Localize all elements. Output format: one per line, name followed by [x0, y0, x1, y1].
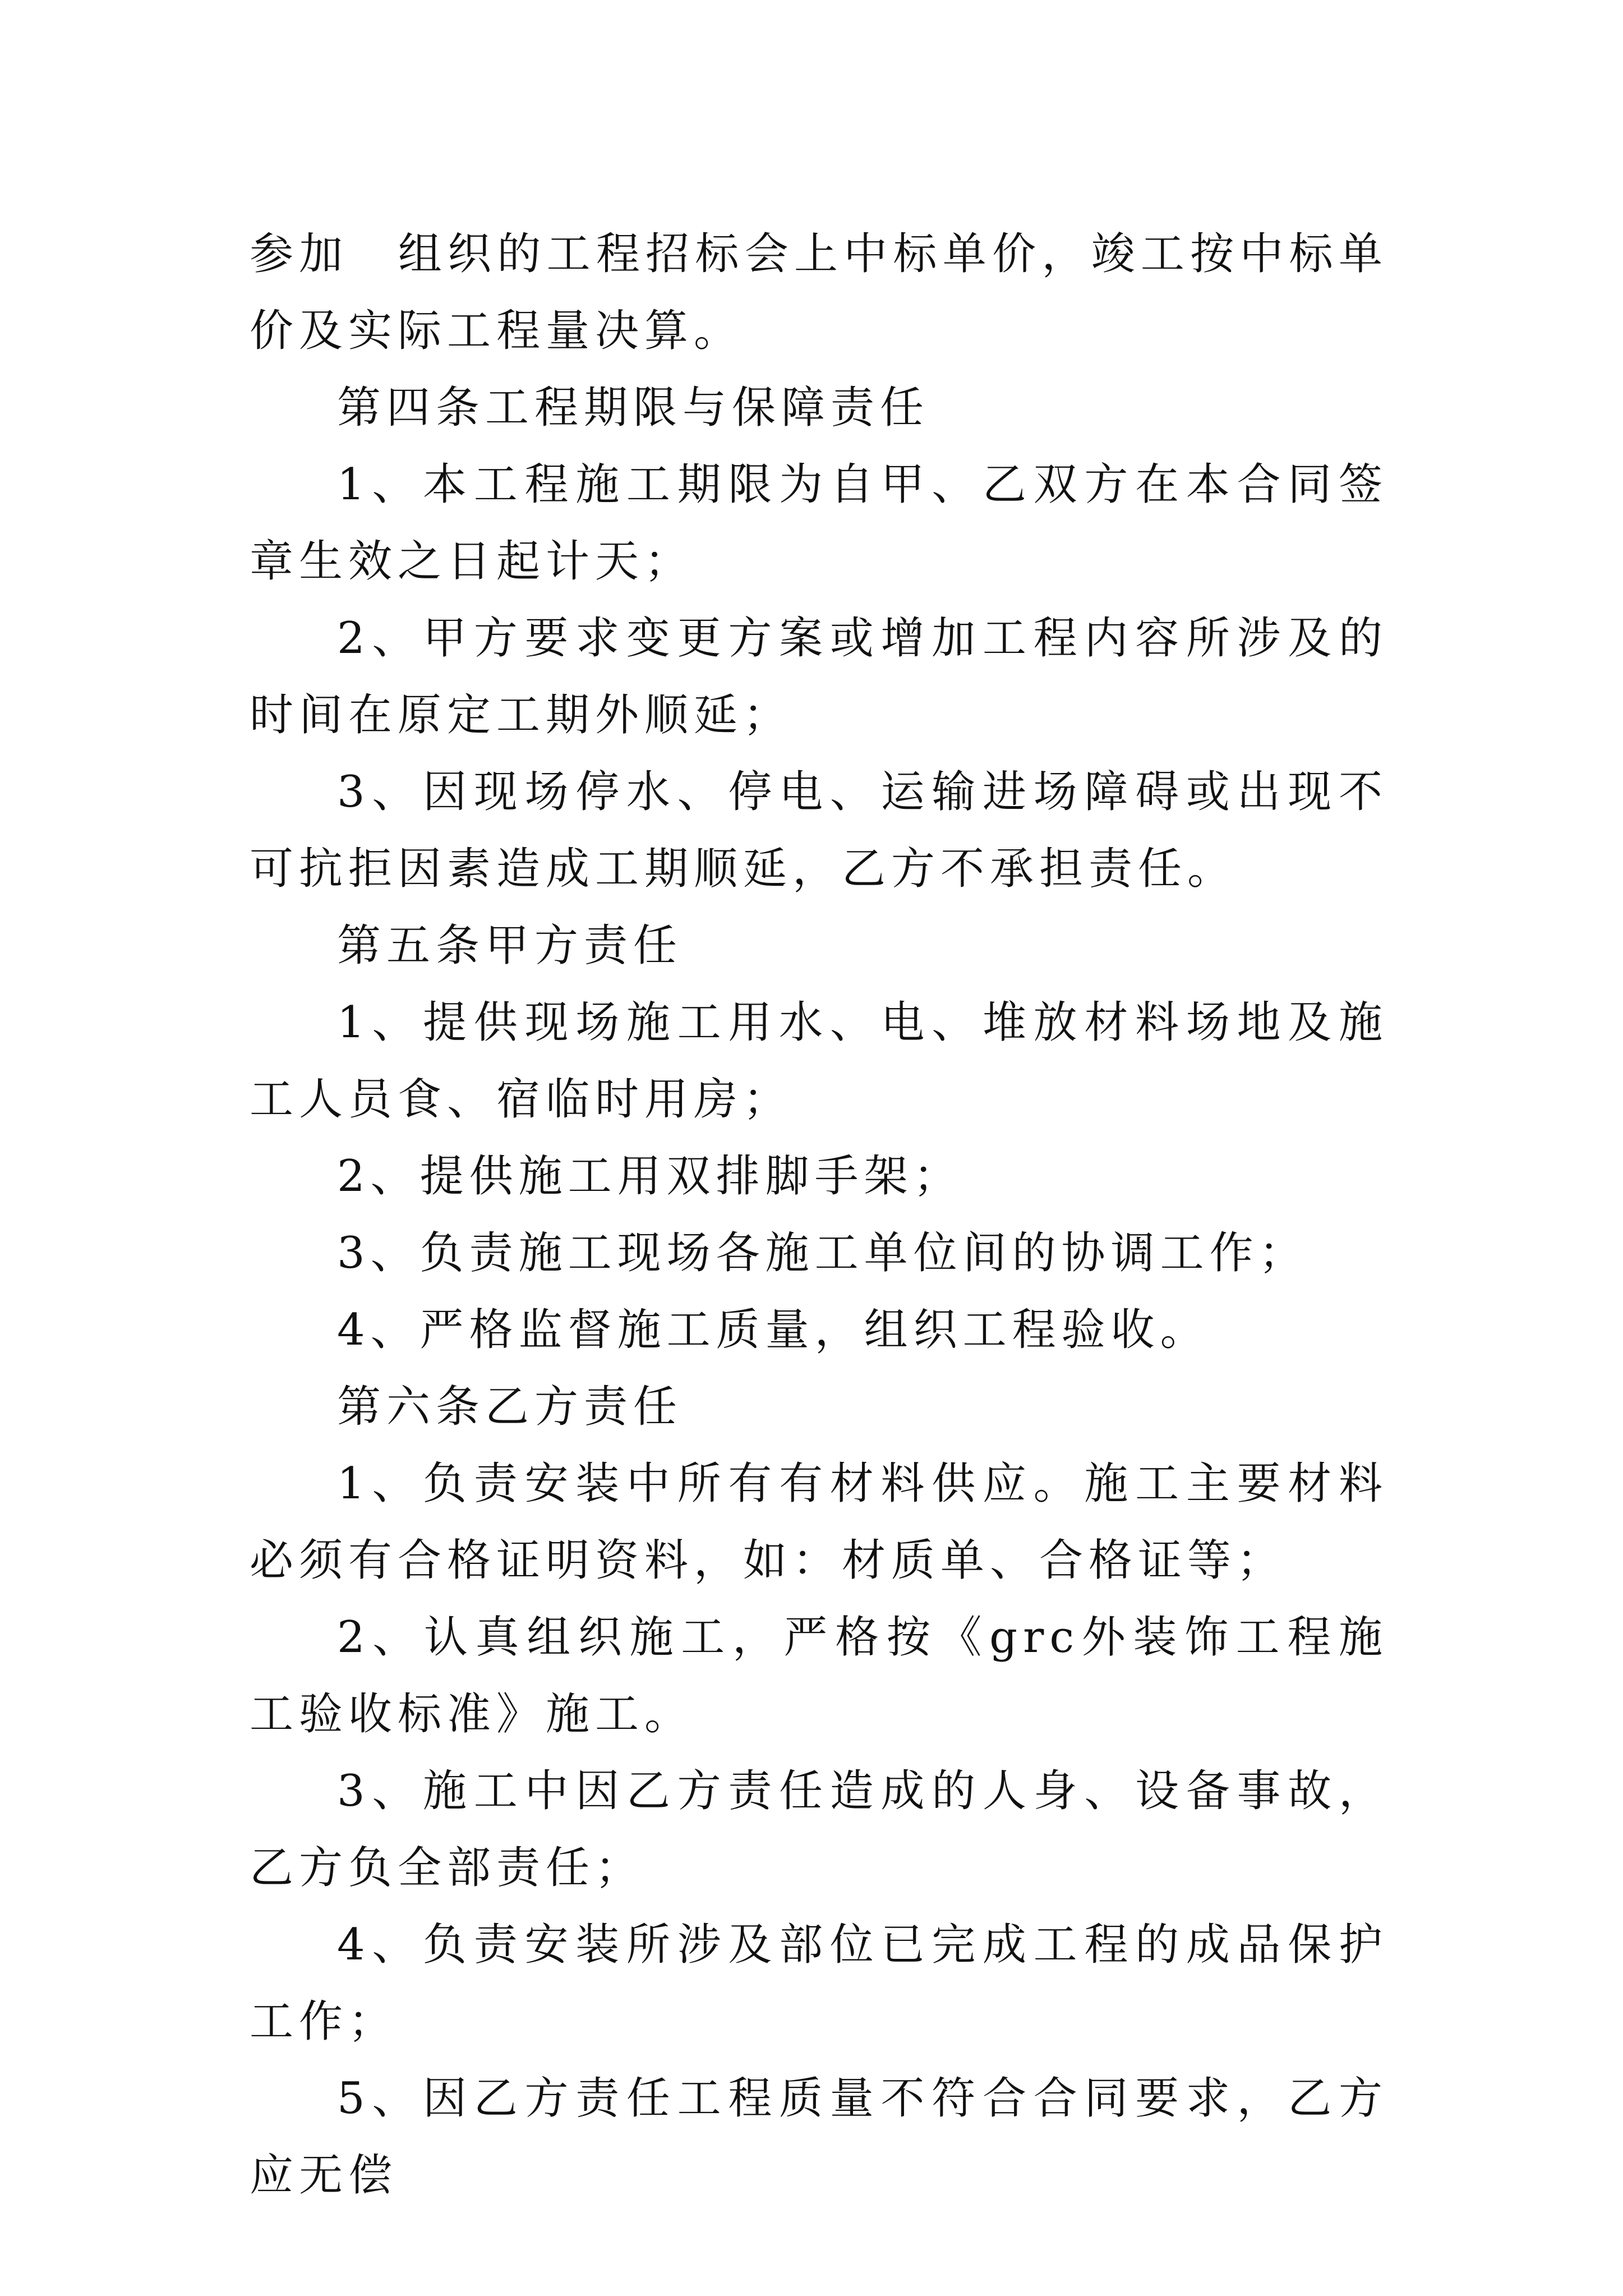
- document-body: [250, 216, 1388, 2214]
- paragraph-article-5-item-2: 2、提供施工用双排脚手架；: [337, 1151, 963, 1202]
- paragraph-article-6-item-1: 1、负责安装中所有有材料供应。施工主要材料必须有合格证明资料，如：材质单、合格证等；: [250, 1458, 1388, 1586]
- paragraph-article-6-item-2: 2、认真组织施工，严格按《grc外装饰工程施工验收标准》施工。: [250, 1612, 1388, 1740]
- paragraph-article-5-item-3: 3、负责施工现场各施工单位间的协调工作；: [337, 1228, 1308, 1278]
- paragraph-article-5-item-4: 4、严格监督施工质量，组织工程验收。: [337, 1305, 1210, 1355]
- heading-article-4: 第四条工程期限与保障责任: [337, 383, 930, 433]
- paragraph-article-6-item-4: 4、负责安装所涉及部位已完成工程的成品保护工作；: [250, 1920, 1388, 2047]
- paragraph-bid-price: 参加 组织的工程招标会上中标单价，竣工按中标单价及实际工程量决算。: [250, 229, 1388, 356]
- paragraph-article-6-item-5: 5、因乙方责任工程质量不符合合同要求，乙方应无偿: [250, 2073, 1388, 2201]
- paragraph-article-4-item-3: 3、因现场停水、停电、运输进场障碍或出现不可抗拒因素造成工期顺延，乙方不承担责任。: [250, 767, 1388, 894]
- paragraph-article-5-item-1: 1、提供现场施工用水、电、堆放材料场地及施工人员食、宿临时用房；: [250, 997, 1388, 1125]
- paragraph-article-6-item-3: 3、施工中因乙方责任造成的人身、设备事故，乙方负全部责任；: [250, 1766, 1388, 1893]
- heading-article-5: 第五条甲方责任: [337, 921, 683, 971]
- paragraph-article-4-item-2: 2、甲方要求变更方案或增加工程内容所涉及的时间在原定工期外顺延；: [250, 613, 1388, 740]
- heading-article-6: 第六条乙方责任: [337, 1382, 683, 1432]
- paragraph-article-4-item-1: 1、本工程施工期限为自甲、乙双方在本合同签章生效之日起计天；: [250, 459, 1388, 587]
